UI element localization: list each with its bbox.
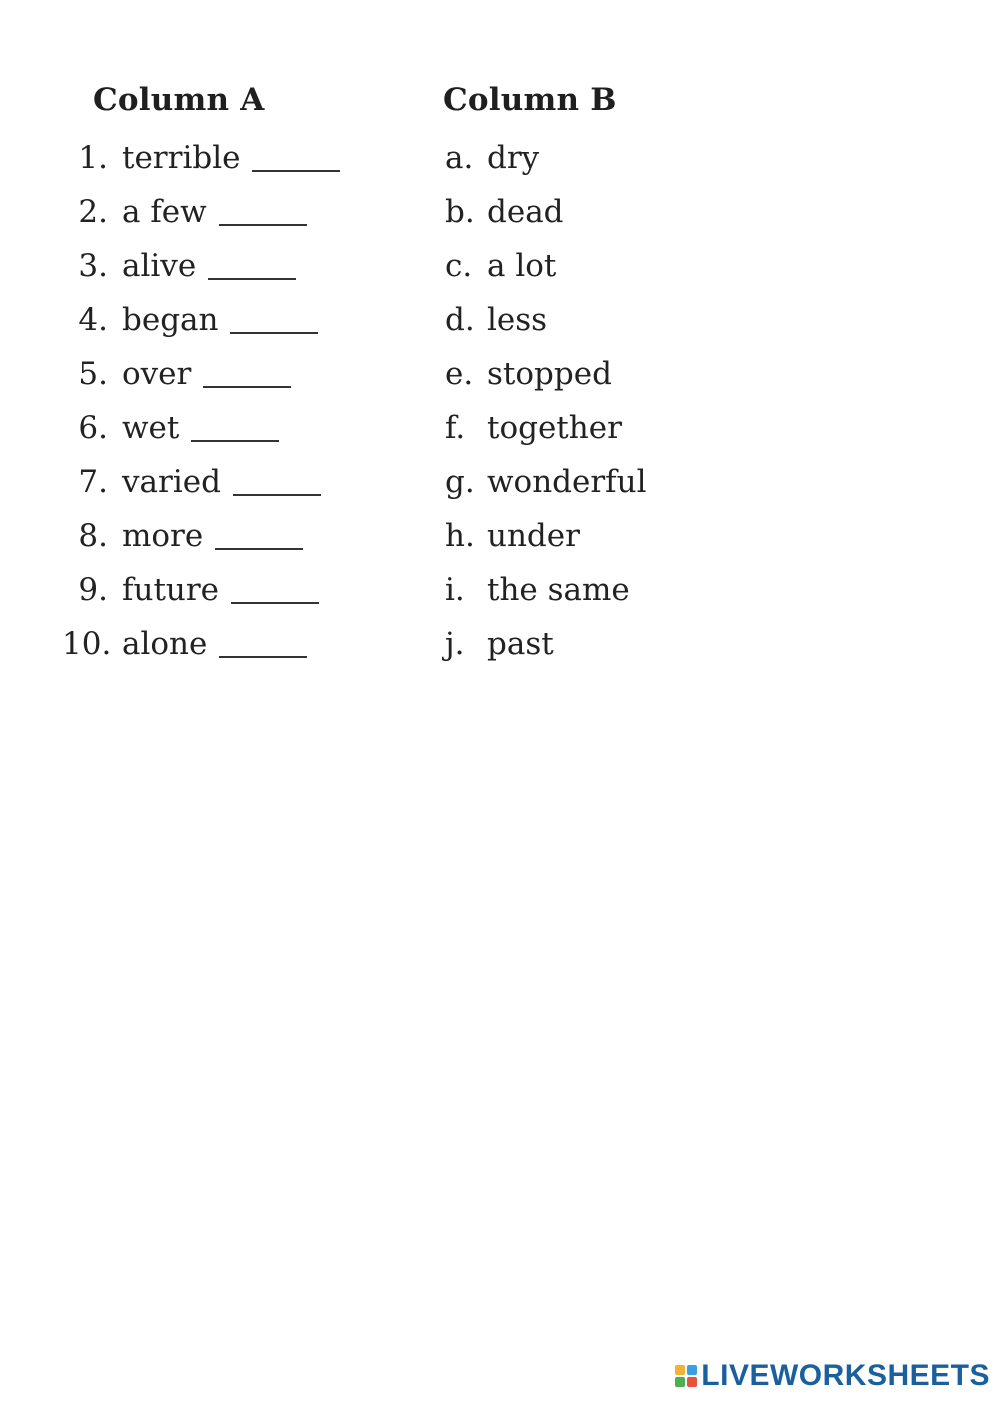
item-letter: c.	[445, 248, 473, 284]
column-a-item-8	[62, 516, 303, 556]
item-word: wonderful	[487, 464, 647, 500]
column-b-item-j	[445, 624, 554, 664]
answer-blank[interactable]	[191, 440, 279, 442]
column-a-item-1	[62, 138, 340, 178]
column-a-item-10	[62, 624, 307, 664]
item-number: 7.	[78, 464, 108, 500]
item-number: 6.	[78, 410, 108, 446]
item-number: 3.	[78, 248, 108, 284]
answer-blank[interactable]	[231, 602, 319, 604]
item-word: alive	[122, 248, 197, 284]
answer-blank[interactable]	[219, 656, 307, 658]
answer-blank[interactable]	[215, 548, 303, 550]
column-a-item-9	[62, 570, 319, 610]
item-word: varied	[122, 464, 221, 500]
liveworksheets-logo	[675, 1359, 990, 1393]
item-word: the same	[487, 572, 630, 608]
column-b-item-g	[445, 462, 647, 502]
column-b-item-i	[445, 570, 630, 610]
item-number: 2.	[78, 194, 108, 230]
item-number: 9.	[78, 572, 108, 608]
answer-blank[interactable]	[252, 170, 340, 172]
item-word: stopped	[487, 356, 612, 392]
item-word: alone	[122, 626, 208, 662]
column-b-item-e	[445, 354, 612, 394]
item-word: a few	[122, 194, 207, 230]
item-number: 4.	[78, 302, 108, 338]
item-number: 10.	[62, 626, 112, 662]
item-letter: i.	[445, 572, 465, 608]
item-word: wet	[122, 410, 180, 446]
column-b-item-h	[445, 516, 580, 556]
column-b-header: Column B	[443, 82, 617, 118]
column-a-item-7	[62, 462, 321, 502]
column-b-item-f	[445, 408, 622, 448]
item-letter: a.	[445, 140, 474, 176]
item-number: 8.	[78, 518, 108, 554]
item-word: dead	[487, 194, 564, 230]
column-b-item-a	[445, 138, 539, 178]
item-word: future	[122, 572, 220, 608]
column-b-item-b	[445, 192, 564, 232]
column-b-item-c	[445, 246, 556, 286]
item-word: terrible	[122, 140, 241, 176]
item-letter: b.	[445, 194, 475, 230]
item-letter: g.	[445, 464, 475, 500]
item-letter: j.	[445, 626, 465, 662]
item-word: dry	[487, 140, 540, 176]
item-word: past	[487, 626, 554, 662]
answer-blank[interactable]	[230, 332, 318, 334]
item-word: less	[487, 302, 548, 338]
item-number: 5.	[78, 356, 108, 392]
column-a-item-5	[62, 354, 291, 394]
item-word: began	[122, 302, 219, 338]
liveworksheets-logo-icon	[675, 1365, 697, 1387]
item-word: a lot	[487, 248, 557, 284]
item-letter: d.	[445, 302, 475, 338]
answer-blank[interactable]	[233, 494, 321, 496]
column-a-item-6	[62, 408, 279, 448]
item-letter: h.	[445, 518, 475, 554]
item-word: over	[122, 356, 192, 392]
item-word: more	[122, 518, 204, 554]
column-a-header: Column A	[93, 82, 265, 118]
answer-blank[interactable]	[208, 278, 296, 280]
column-a-item-2	[62, 192, 307, 232]
answer-blank[interactable]	[219, 224, 307, 226]
item-letter: f.	[445, 410, 466, 446]
column-a-item-4	[62, 300, 318, 340]
item-number: 1.	[78, 140, 108, 176]
answer-blank[interactable]	[203, 386, 291, 388]
item-letter: e.	[445, 356, 474, 392]
item-word: under	[487, 518, 580, 554]
logo-text: LIVEWORKSHEETS	[701, 1359, 990, 1392]
column-b-item-d	[445, 300, 547, 340]
item-word: together	[487, 410, 622, 446]
column-a-item-3	[62, 246, 296, 286]
